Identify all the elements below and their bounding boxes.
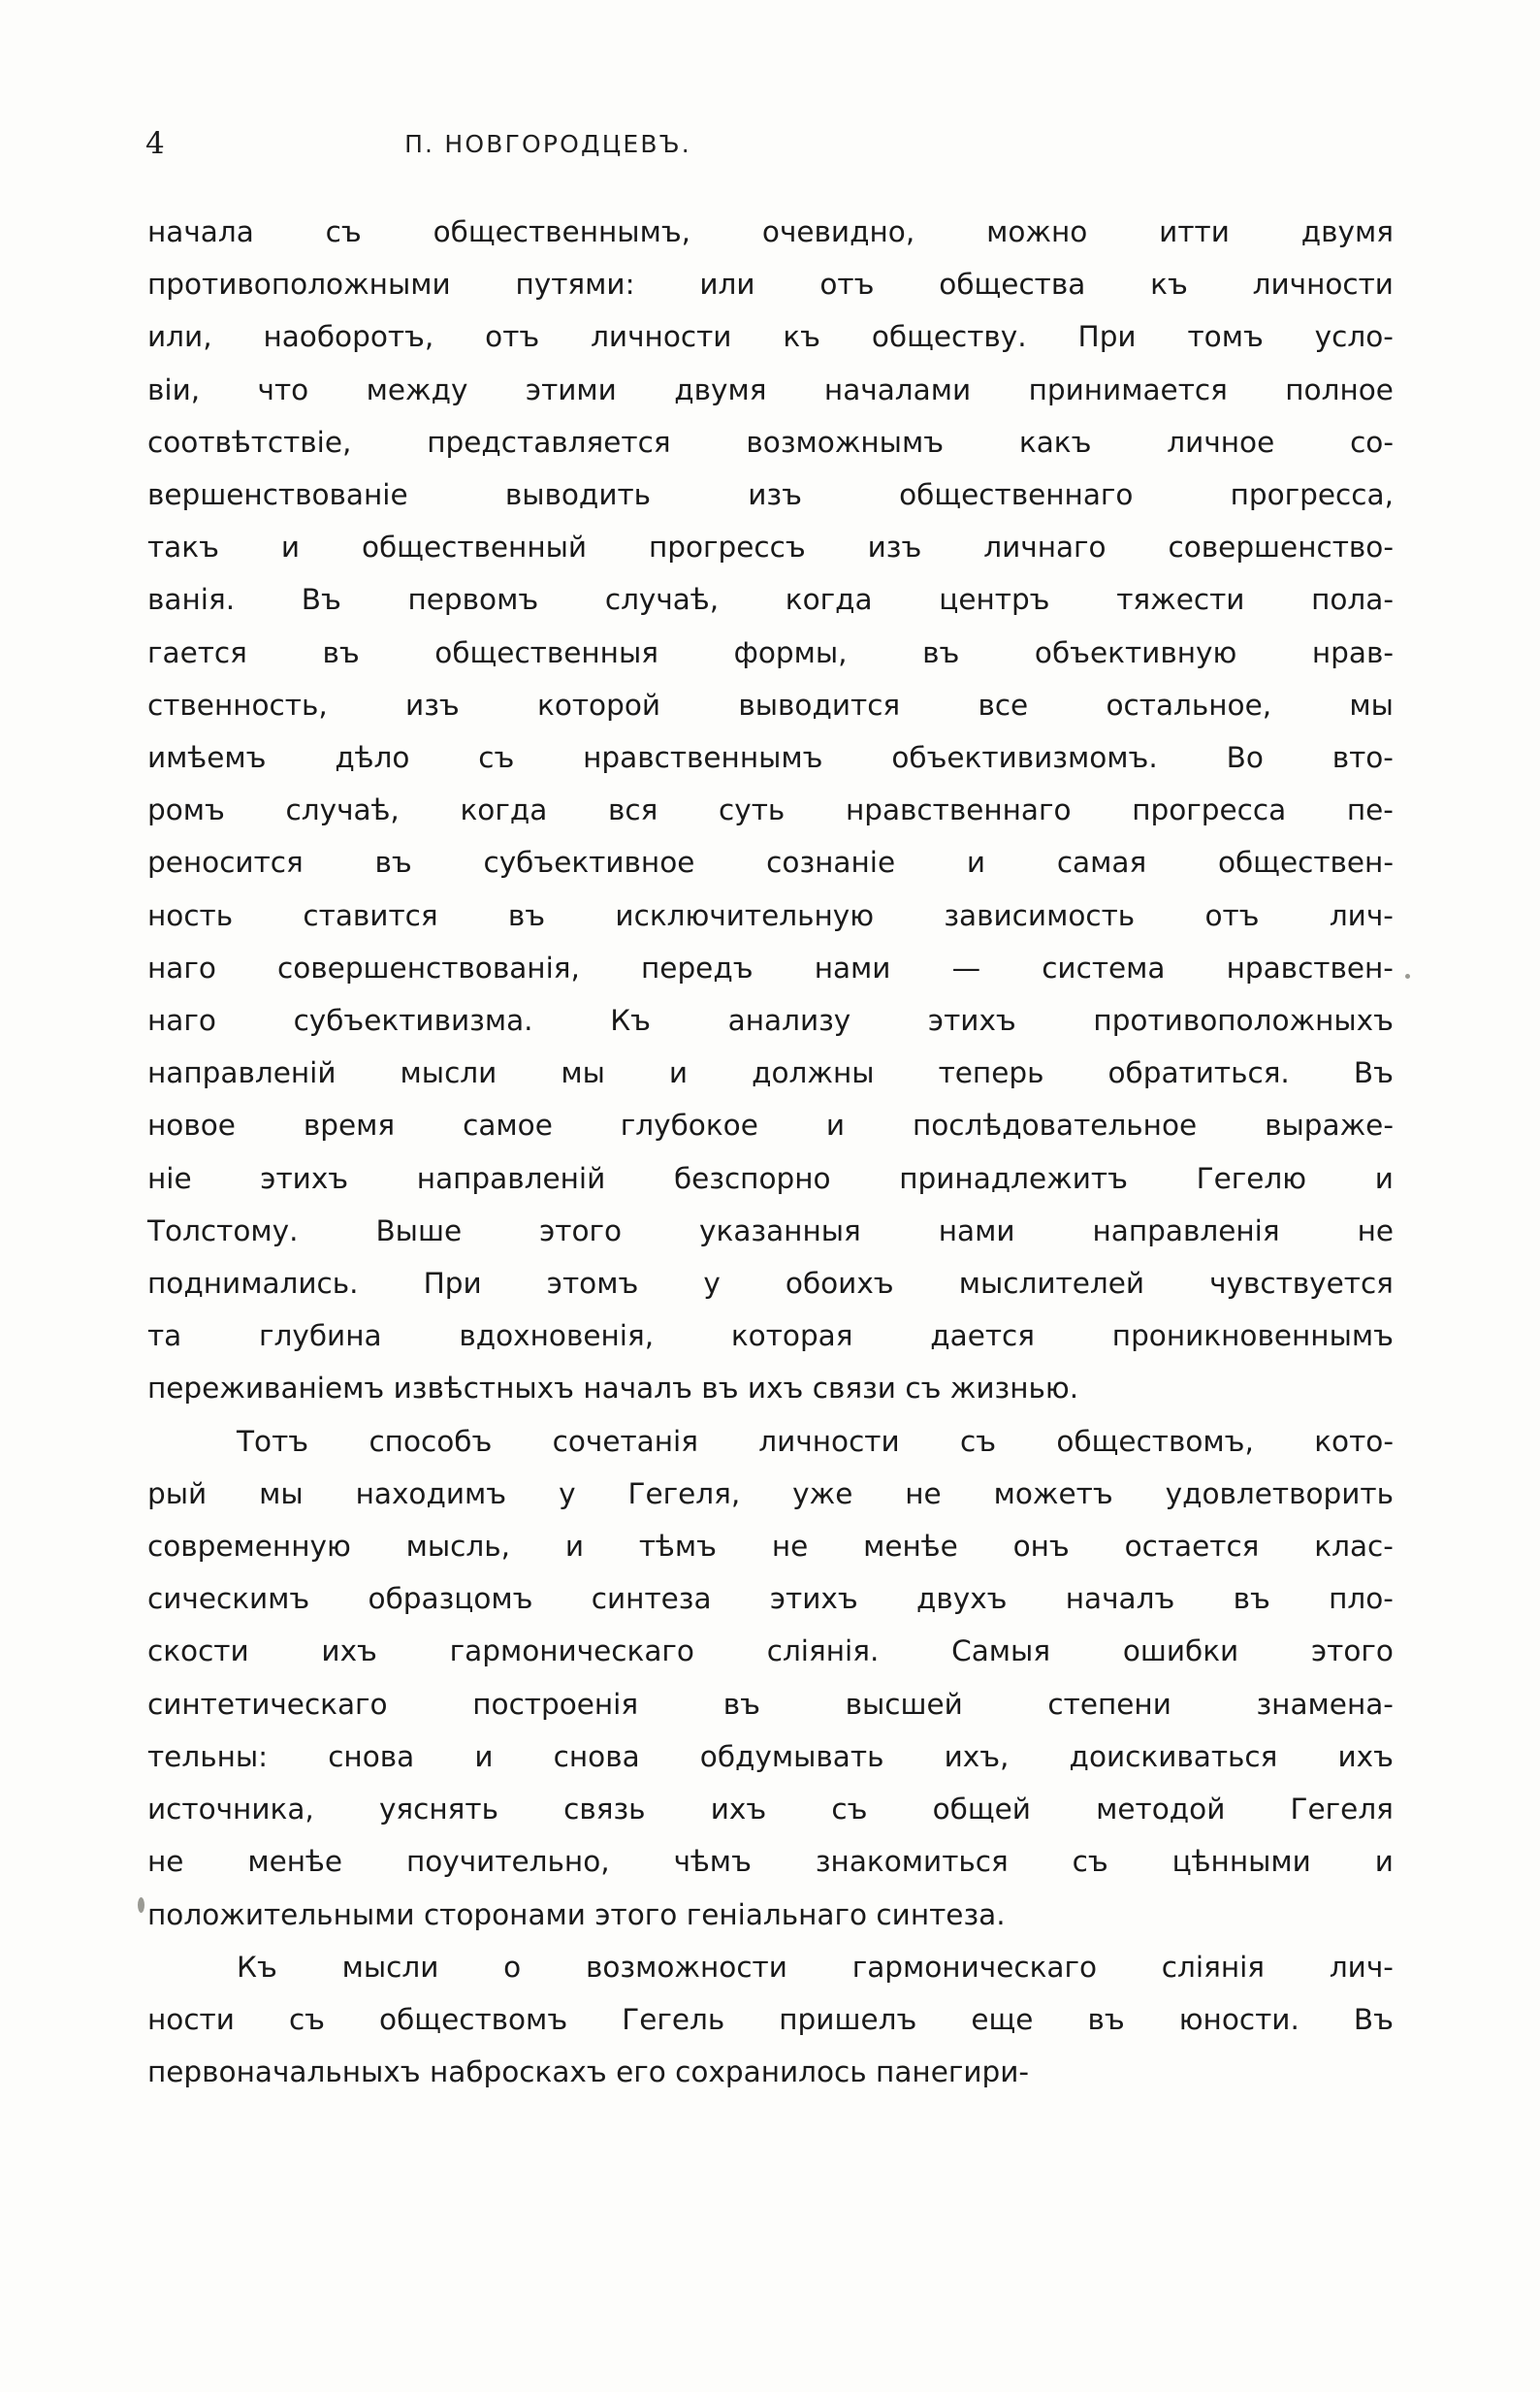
paragraph-1 <box>147 206 1394 1415</box>
text-line: ромъ случаѣ, когда вся суть нравственнаго прогресса пе- <box>147 793 1394 827</box>
page-speck <box>138 1897 144 1913</box>
text-line: противоположными путями: или отъ общества къ личности <box>147 268 1394 302</box>
text-line: ность ставится въ исключительную зависимость отъ лич- <box>147 898 1394 932</box>
text-line: вершенствованіе выводить изъ общественнаго прогресса, <box>147 478 1394 512</box>
text-line: наго субъективизма. Къ анализу этихъ противоположныхъ <box>147 1004 1394 1038</box>
page-header <box>145 126 1396 171</box>
text-line: Тотъ способъ сочетанія личности съ обществомъ, кото- <box>237 1424 1394 1458</box>
text-line: віи, что между этими двумя началами принимается полное <box>147 372 1394 406</box>
text-line: переживаніемъ извѣстныхъ началъ въ ихъ связи съ жизнью. <box>147 1372 1079 1406</box>
text-line: ности съ обществомъ Гегель пришелъ еще въ юности. Въ <box>147 2002 1394 2036</box>
text-line: начала съ общественнымъ, очевидно, можно итти двумя <box>147 215 1394 248</box>
paragraph-3 <box>147 1941 1394 2099</box>
text-line: ванія. Въ первомъ случаѣ, когда центръ тяжести пола- <box>147 583 1394 617</box>
text-line: имѣемъ дѣло съ нравственнымъ объективизмомъ. Во вто- <box>147 741 1394 775</box>
paragraph-2 <box>147 1415 1394 1941</box>
text-line: современную мысль, и тѣмъ не менѣе онъ остается клас- <box>147 1530 1394 1564</box>
text-line: поднимались. При этомъ у обоихъ мыслителей чувствуется <box>147 1267 1394 1301</box>
text-line: сическимъ образцомъ синтеза этихъ двухъ началъ въ пло- <box>147 1582 1394 1616</box>
text-line: скости ихъ гармоническаго сліянія. Самыя ошибки этого <box>147 1634 1394 1668</box>
text-line: соотвѣтствіе, представляется возможнымъ какъ личное со- <box>147 425 1394 459</box>
text-line: наго совершенствованія, передъ нами — система нравствен- <box>147 951 1394 985</box>
text-line: новое время самое глубокое и послѣдовательное выраже- <box>147 1109 1394 1143</box>
text-line: гается въ общественныя формы, въ объективную нрав- <box>147 635 1394 669</box>
page-number: 4 <box>145 126 166 161</box>
running-title: П. НОВГОРОДЦЕВЪ. <box>404 130 691 158</box>
body-text <box>147 206 1394 2098</box>
text-line: синтетическаго построенія въ высшей степени знамена- <box>147 1687 1394 1721</box>
text-line: источника, уяснять связь ихъ съ общей методой Гегеля <box>147 1793 1394 1826</box>
text-line: такъ и общественный прогрессъ изъ личнаго совершенство- <box>147 531 1394 565</box>
page-speck <box>1405 974 1410 979</box>
text-line: положительными сторонами этого геніальнаго синтеза. <box>147 1897 1006 1931</box>
text-line: или, наоборотъ, отъ личности къ обществу. При томъ усло- <box>147 320 1394 354</box>
text-line: Къ мысли о возможности гармоническаго сліянія лич- <box>237 1950 1394 1984</box>
text-line: рый мы находимъ у Гегеля, уже не можетъ удовлетворить <box>147 1476 1394 1510</box>
text-line: направленій мысли мы и должны теперь обратиться. Въ <box>147 1056 1394 1090</box>
text-line: первоначальныхъ наброскахъ его сохранилось панегири- <box>147 2055 1030 2089</box>
text-line: Толстому. Выше этого указанныя нами направленія не <box>147 1213 1394 1247</box>
text-line: ственность, изъ которой выводится все остальное, мы <box>147 688 1394 722</box>
text-line: реносится въ субъективное сознаніе и самая обществен- <box>147 846 1394 880</box>
text-line: тельны: снова и снова обдумывать ихъ, доискиваться ихъ <box>147 1739 1394 1773</box>
text-line: та глубина вдохновенія, которая дается проникновеннымъ <box>147 1319 1394 1353</box>
text-line: ніе этихъ направленій безспорно принадлежитъ Гегелю и <box>147 1161 1394 1195</box>
text-line: не менѣе поучительно, чѣмъ знакомиться съ цѣнными и <box>147 1845 1394 1879</box>
